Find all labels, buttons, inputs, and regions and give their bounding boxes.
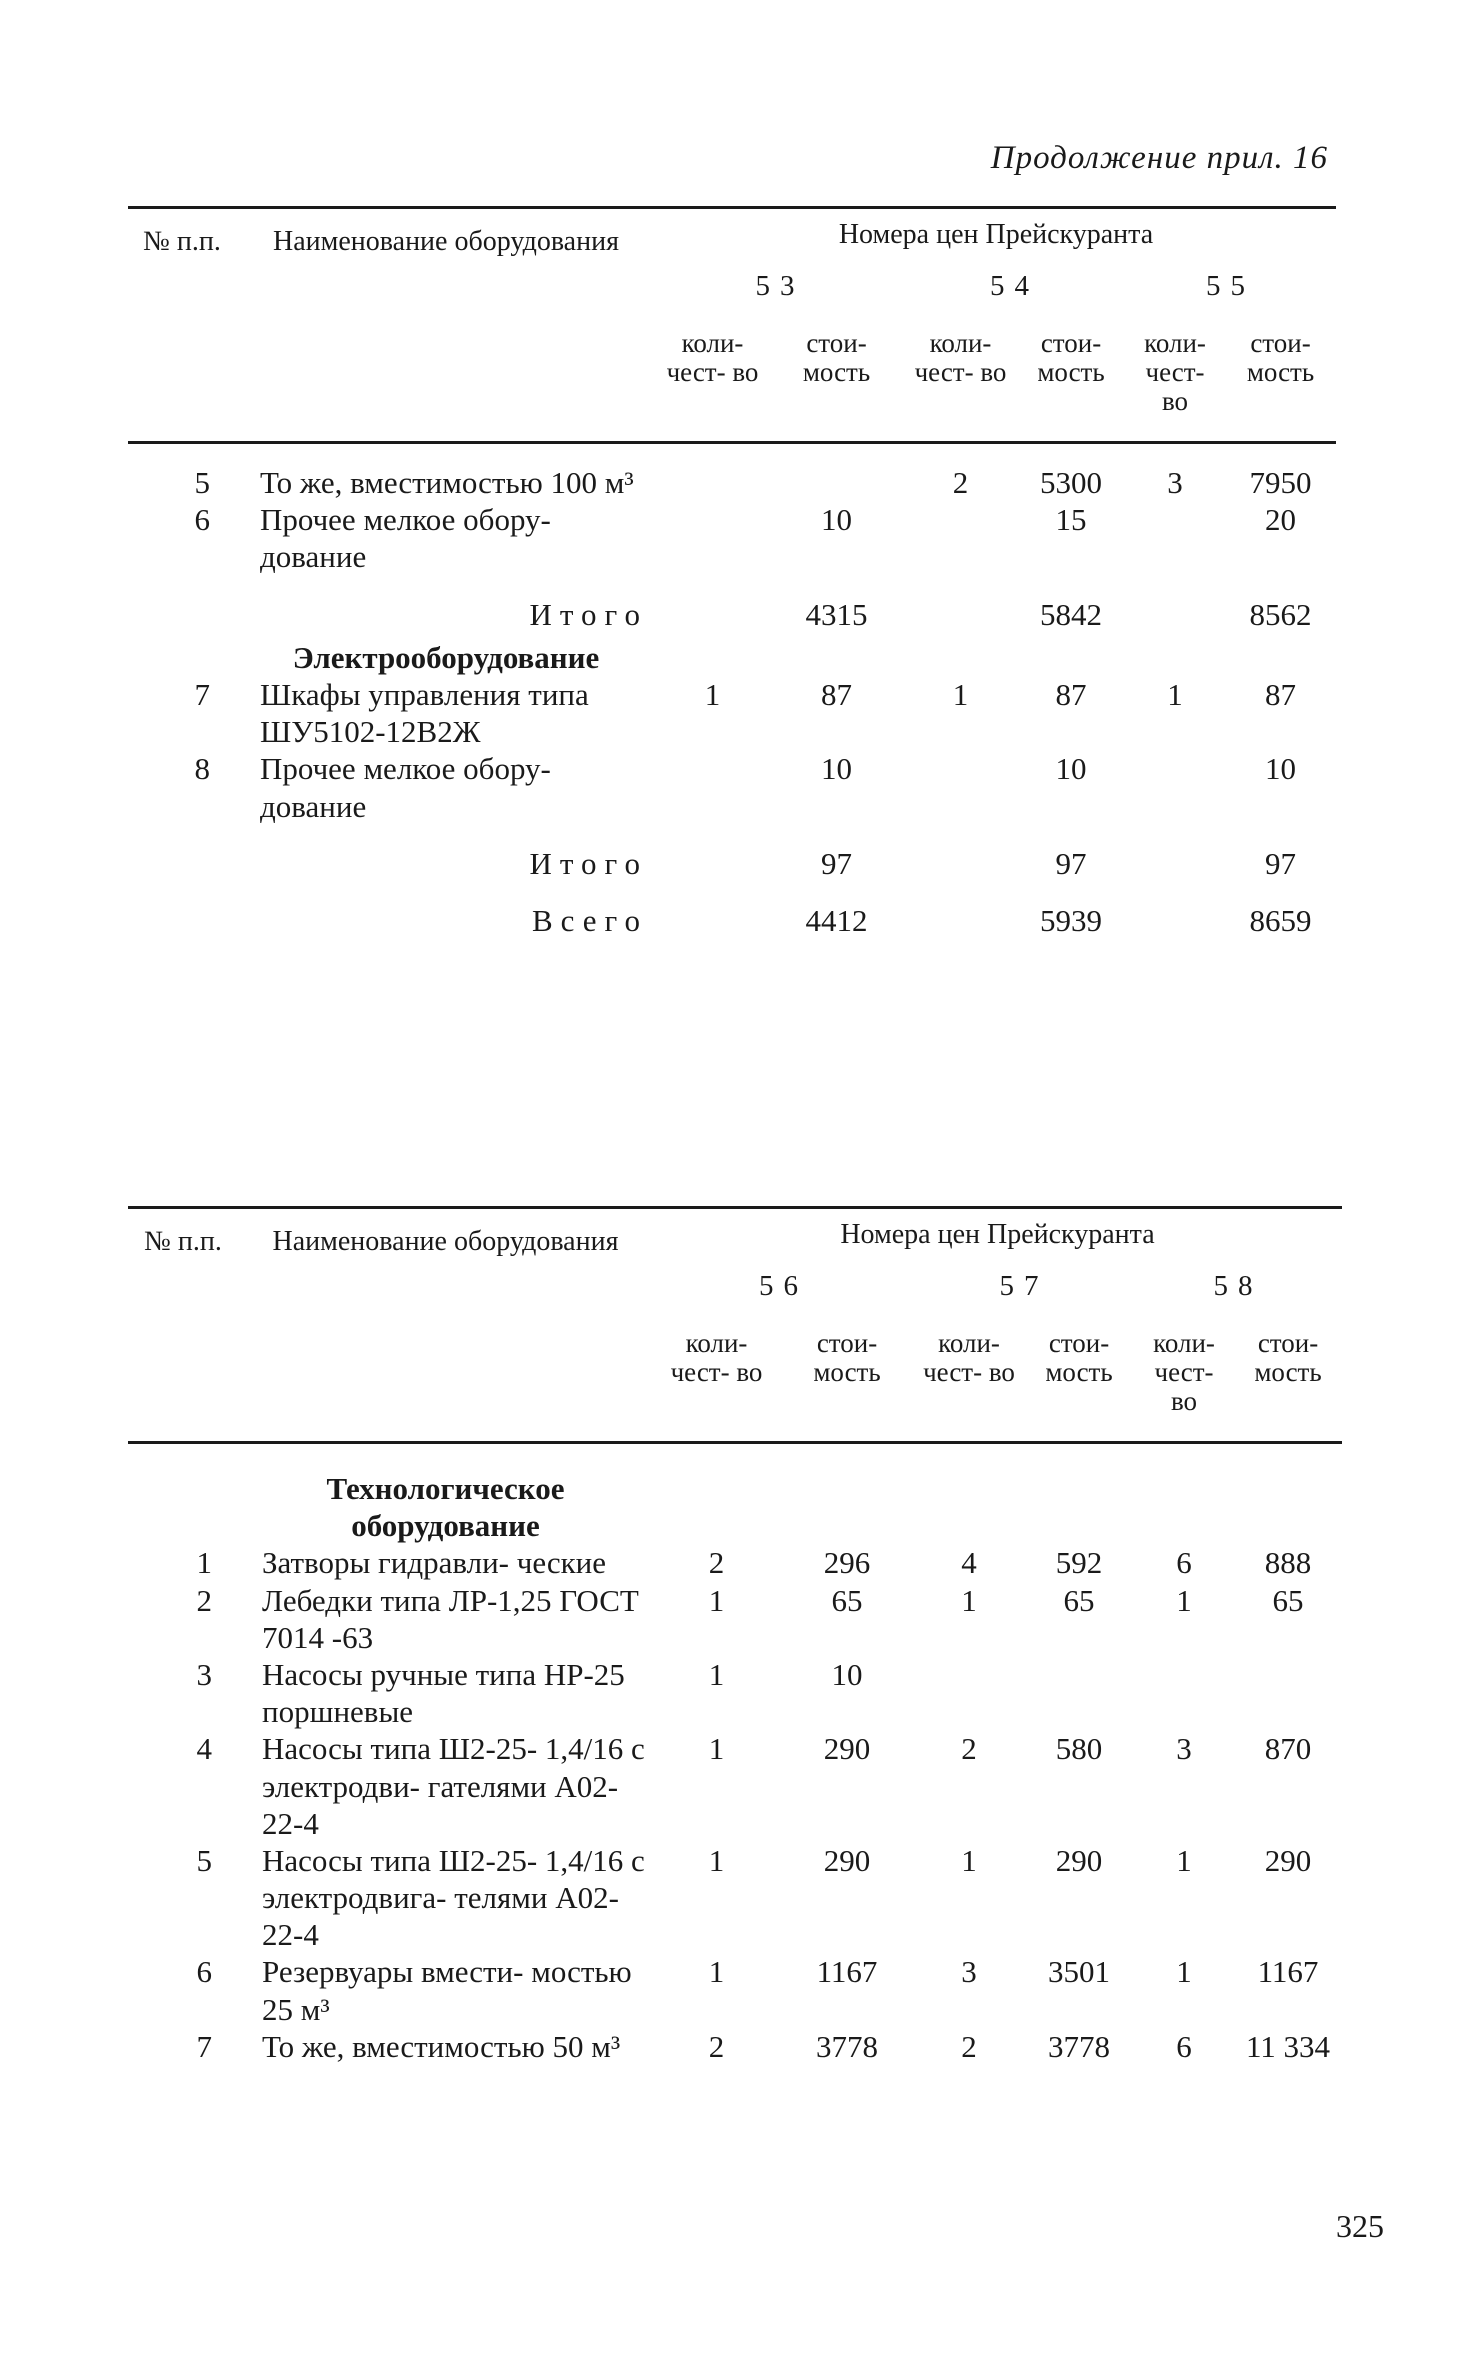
cost-cell: 580 <box>1055 1731 1103 1767</box>
table-row <box>128 676 1336 750</box>
cost-cell: 5300 <box>1040 465 1102 500</box>
cost-cell: 65 <box>1063 1582 1095 1618</box>
header-qty: коли- чест- во <box>670 1328 763 1388</box>
header-name: Наименование оборудования <box>273 226 619 257</box>
section-heading: Электрооборудование <box>292 639 600 675</box>
quantity-cell <box>1125 501 1225 575</box>
quantity-cell: 1 <box>708 1954 725 1990</box>
cost-cell: 290 <box>823 1842 871 1878</box>
header-cost: стои- мость <box>1246 328 1315 388</box>
quantity-cell: 1 <box>708 1656 725 1692</box>
cost-cell: 87 <box>1055 676 1087 712</box>
cost-cell: 870 <box>1264 1731 1312 1767</box>
header-qty: коли- чест- во <box>666 328 759 388</box>
equipment-name: То же, вместимостью 100 м³ <box>260 465 634 500</box>
header-cost: стои- мость <box>1045 1328 1113 1388</box>
quantity-cell: 6 <box>1176 2028 1192 2064</box>
header-qty: коли- чест- во <box>1153 1328 1215 1417</box>
row-number: 2 <box>196 1582 212 1618</box>
cost-cell: 1167 <box>816 1954 878 1990</box>
quantity-cell: 1 <box>961 1582 977 1618</box>
row-number: 3 <box>196 1656 212 1692</box>
quantity-cell: 1 <box>1176 1842 1192 1878</box>
subtotal-cost: 97 <box>1265 845 1296 881</box>
subtotal-row <box>128 596 1336 633</box>
cost-cell: 10 <box>821 502 852 538</box>
header-price-58: 58 <box>1213 1270 1263 1303</box>
subtotal-cost: 8562 <box>1249 596 1312 632</box>
cost-cell: 290 <box>1055 1842 1103 1878</box>
table-row <box>128 1953 1342 2027</box>
subtotal-cost: 97 <box>1055 845 1087 881</box>
quantity-cell: 1 <box>961 1842 977 1878</box>
table-row <box>128 1730 1342 1842</box>
header-price-group: Номера цен Прейскуранта <box>838 218 1154 250</box>
quantity-cell <box>904 750 1017 824</box>
header-price-group: Номера цен Прейскуранта <box>840 1218 1155 1250</box>
table-row <box>128 501 1336 575</box>
subtotal-cost: 97 <box>821 845 852 881</box>
table-row <box>128 750 1336 824</box>
header-cost: стои- мость <box>802 328 871 388</box>
row-number: 7 <box>196 2028 212 2064</box>
subtotal-cost: 4315 <box>805 596 868 632</box>
quantity-cell <box>904 501 1017 575</box>
quantity-cell: 3 <box>961 1954 977 1990</box>
equipment-name: Насосы ручные типа НР-25 поршневые <box>262 1656 625 1730</box>
header-cost: стои- мость <box>1254 1328 1322 1388</box>
equipment-name: Резервуары вмести- мостью 25 м³ <box>262 1954 632 2027</box>
quantity-cell: 1 <box>952 676 969 712</box>
quantity-cell: 1 <box>1176 1954 1192 1990</box>
cost-cell: 3778 <box>816 2028 878 2064</box>
total-cost: 4412 <box>805 902 868 938</box>
cost-cell: 296 <box>823 1545 871 1581</box>
equipment-name: Насосы типа Ш2-25- 1,4/16 с электродвига- телями А02-22-4 <box>262 1842 645 1953</box>
cost-cell: 3778 <box>1048 2028 1110 2064</box>
total-cost: 5939 <box>1040 902 1102 938</box>
equipment-name: То же, вместимостью 50 м³ <box>262 2028 621 2064</box>
header-no: № п.п. <box>144 1226 222 1257</box>
page-header: Продолжение прил. 16 <box>990 140 1328 176</box>
quantity-cell: 2 <box>952 465 969 500</box>
header-qty: коли- чест- во <box>914 328 1007 388</box>
header-price-57: 57 <box>999 1270 1049 1303</box>
header-no: № п.п. <box>143 226 221 257</box>
row-number: 5 <box>196 1842 212 1878</box>
header-name: Наименование оборудования <box>272 1226 619 1257</box>
cost-cell: 11 334 <box>1245 2028 1331 2064</box>
quantity-cell <box>1125 750 1225 824</box>
row-number: 6 <box>194 502 210 538</box>
quantity-cell: 4 <box>961 1545 977 1581</box>
quantity-cell: 1 <box>708 1582 725 1618</box>
price-table-2 <box>128 1206 1342 2065</box>
header-cost: стои- мость <box>1037 328 1105 388</box>
equipment-name: Лебедки типа ЛР-1,25 ГОСТ 7014 -63 <box>262 1582 639 1655</box>
quantity-cell <box>914 1656 1024 1730</box>
quantity-cell: 1 <box>708 1842 725 1878</box>
cost-cell: 290 <box>1264 1842 1312 1878</box>
subtotal-cost: 5842 <box>1040 596 1102 632</box>
cost-cell: 1167 <box>1257 1954 1319 1990</box>
cost-cell: 592 <box>1055 1545 1103 1581</box>
quantity-cell: 2 <box>708 2028 725 2064</box>
quantity-cell: 3 <box>1167 465 1183 500</box>
cost-cell: 65 <box>1272 1582 1304 1618</box>
cost-cell: 10 <box>821 751 852 787</box>
row-number: 1 <box>196 1545 212 1581</box>
quantity-cell: 1 <box>1176 1582 1192 1618</box>
quantity-cell: 2 <box>961 1731 977 1767</box>
subtotal-row <box>128 845 1336 882</box>
cost-cell: 10 <box>1055 751 1087 787</box>
section-heading: Технологическое оборудование <box>326 1471 565 1544</box>
quantity-cell: 1 <box>704 676 721 712</box>
cost-cell: 15 <box>1055 502 1087 538</box>
table-row <box>128 1656 1342 1730</box>
cost-cell: 290 <box>823 1731 871 1767</box>
quantity-cell <box>1134 1656 1234 1730</box>
cost-cell: 87 <box>821 676 852 712</box>
total-label: Всего <box>531 902 648 938</box>
header-price-55: 55 <box>1206 270 1255 303</box>
row-number: 8 <box>194 751 210 787</box>
cost-cell: 20 <box>1265 502 1296 538</box>
quantity-cell: 6 <box>1176 1545 1192 1581</box>
table-row <box>128 1544 1342 1581</box>
cost-cell <box>1024 1656 1134 1730</box>
price-table-1 <box>128 206 1336 939</box>
total-cost: 8659 <box>1249 902 1312 938</box>
page-number: 325 <box>1336 2208 1384 2244</box>
cost-cell: 888 <box>1264 1545 1312 1581</box>
quantity-cell: 3 <box>1176 1731 1192 1767</box>
quantity-cell <box>656 501 769 575</box>
row-number: 4 <box>196 1731 212 1767</box>
header-price-56: 56 <box>759 1270 808 1303</box>
cost-cell: 10 <box>1265 751 1296 787</box>
cost-cell <box>769 464 904 501</box>
cost-cell: 7950 <box>1249 465 1312 500</box>
row-number: 6 <box>196 1954 212 1990</box>
subtotal-label: Итого <box>529 596 648 632</box>
header-cost: стои- мость <box>813 1328 881 1388</box>
cost-cell <box>1234 1656 1342 1730</box>
cost-cell: 3501 <box>1048 1954 1110 1990</box>
quantity-cell: 1 <box>708 1731 725 1767</box>
quantity-cell: 2 <box>708 1545 725 1581</box>
equipment-name: Затворы гидравли- ческие <box>262 1545 607 1581</box>
quantity-cell: 1 <box>1167 676 1183 712</box>
row-number: 5 <box>194 465 210 500</box>
header-price-53: 53 <box>755 270 805 303</box>
equipment-name: Насосы типа Ш2-25- 1,4/16 с электродви- гателями А02-22-4 <box>262 1731 645 1841</box>
quantity-cell: 2 <box>961 2028 977 2064</box>
table-row <box>128 1842 1342 1954</box>
header-qty: коли- чест- во <box>923 1328 1015 1388</box>
header-price-54: 54 <box>990 270 1039 303</box>
cost-cell: 87 <box>1265 676 1296 712</box>
table-row <box>128 2028 1342 2065</box>
equipment-name: Прочее мелкое обору- дование <box>260 751 551 824</box>
quantity-cell <box>656 464 769 501</box>
cost-cell: 65 <box>831 1582 863 1618</box>
equipment-name: Шкафы управления типа ШУ5102-12В2Ж <box>260 676 589 750</box>
equipment-name: Прочее мелкое обору- дование <box>260 502 551 575</box>
quantity-cell <box>656 750 769 824</box>
table-row <box>128 1582 1342 1656</box>
row-number: 7 <box>194 676 210 712</box>
total-row <box>128 902 1336 939</box>
subtotal-label: Итого <box>529 845 648 881</box>
cost-cell: 10 <box>831 1656 863 1692</box>
header-qty: коли- чест- во <box>1144 328 1206 417</box>
table-row <box>128 464 1336 501</box>
